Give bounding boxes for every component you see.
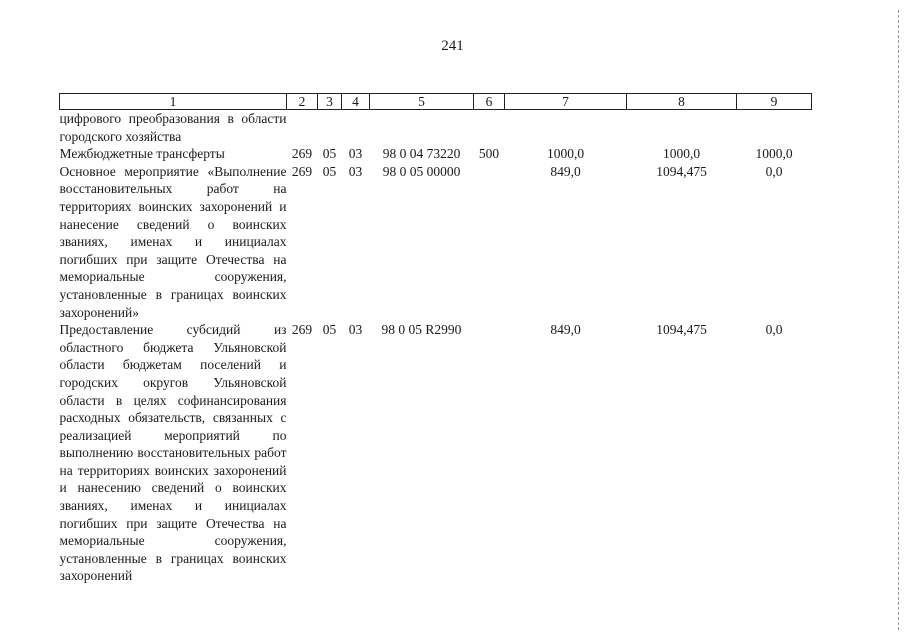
- row-description: цифрового преобразования в области городского хозяйства: [59, 111, 287, 144]
- cell-amount-7: 849,0: [550, 322, 581, 338]
- row-description: Межбюджетные трансферты: [59, 146, 225, 162]
- col-header-7: 7: [505, 94, 627, 110]
- cell-target-article: [370, 110, 474, 146]
- table-row: [60, 145, 812, 163]
- cell-subsection: 03: [348, 322, 363, 338]
- col-header-1: 1: [60, 94, 287, 110]
- cell-amount-8: 1000,0: [662, 146, 701, 162]
- table-row: [60, 321, 812, 585]
- cell-amount-8: 1094,475: [656, 322, 707, 338]
- col-header-5: 5: [370, 94, 474, 110]
- col-header-3: 3: [318, 94, 342, 110]
- cell-section: 05: [322, 322, 337, 338]
- col-header-8: 8: [627, 94, 737, 110]
- cell-amount-8: [627, 110, 737, 146]
- cell-subsection: 03: [348, 146, 363, 162]
- col-header-9: 9: [737, 94, 812, 110]
- cell-amount-9: [737, 110, 812, 146]
- cell-target-article: 98 0 05 R2990: [381, 322, 462, 338]
- cell-amount-9: 1000,0: [755, 146, 793, 162]
- col-header-2: 2: [287, 94, 318, 110]
- cell-ministry: 269: [291, 322, 313, 338]
- cell-section: 05: [322, 146, 337, 162]
- cell-section: 05: [322, 163, 337, 179]
- cell-subsection: [342, 110, 370, 146]
- cell-amount-7: 1000,0: [546, 146, 585, 162]
- cell-expense-type: [474, 163, 505, 321]
- col-header-6: 6: [474, 94, 505, 110]
- cell-ministry: [287, 110, 318, 146]
- page-number: 241: [441, 38, 464, 54]
- cell-expense-type: [474, 110, 505, 146]
- cell-target-article: 98 0 04 73220: [382, 146, 461, 162]
- cell-section: [318, 110, 342, 146]
- cell-amount-9: 0,0: [765, 163, 783, 179]
- row-description: Основное мероприятие «Выполнение восстановительных работ на территориях воинских захоронений и нанесение сведений о воинских званиях, именах и инициалах погибших при защите Отечества на мемориальные сооружения, установленные в границах воинских захоронений»: [59, 163, 287, 320]
- cell-amount-8: 1094,475: [656, 163, 707, 179]
- cell-amount-7: 849,0: [550, 163, 581, 179]
- cell-ministry: 269: [291, 146, 313, 162]
- table-row: [60, 163, 812, 321]
- cell-amount-9: 0,0: [765, 322, 783, 338]
- cell-target-article: 98 0 05 00000: [382, 163, 461, 179]
- cell-subsection: 03: [348, 163, 363, 179]
- header-row: [60, 94, 812, 110]
- page-edge-divider: [897, 10, 899, 630]
- cell-expense-type: [474, 321, 505, 585]
- row-description: Предоставление субсидий из областного бюджета Ульяновской области бюджетам поселений и городских округов Ульяновской области в целях софинансирования расходных обязательств, связанных с реализацией мероприятий по выполнению восстановительных работ на территориях воинских захоронений и нанесению сведений о воинских званиях, именах и инициалах погибших при защите Отечества на мемориальные сооружения, установленные в границах воинских захоронений: [59, 322, 287, 584]
- budget-table: [59, 93, 812, 585]
- cell-ministry: 269: [291, 163, 313, 179]
- cell-expense-type: 500: [478, 146, 500, 162]
- cell-amount-7: [505, 110, 627, 146]
- table-row: [60, 110, 812, 146]
- col-header-4: 4: [342, 94, 370, 110]
